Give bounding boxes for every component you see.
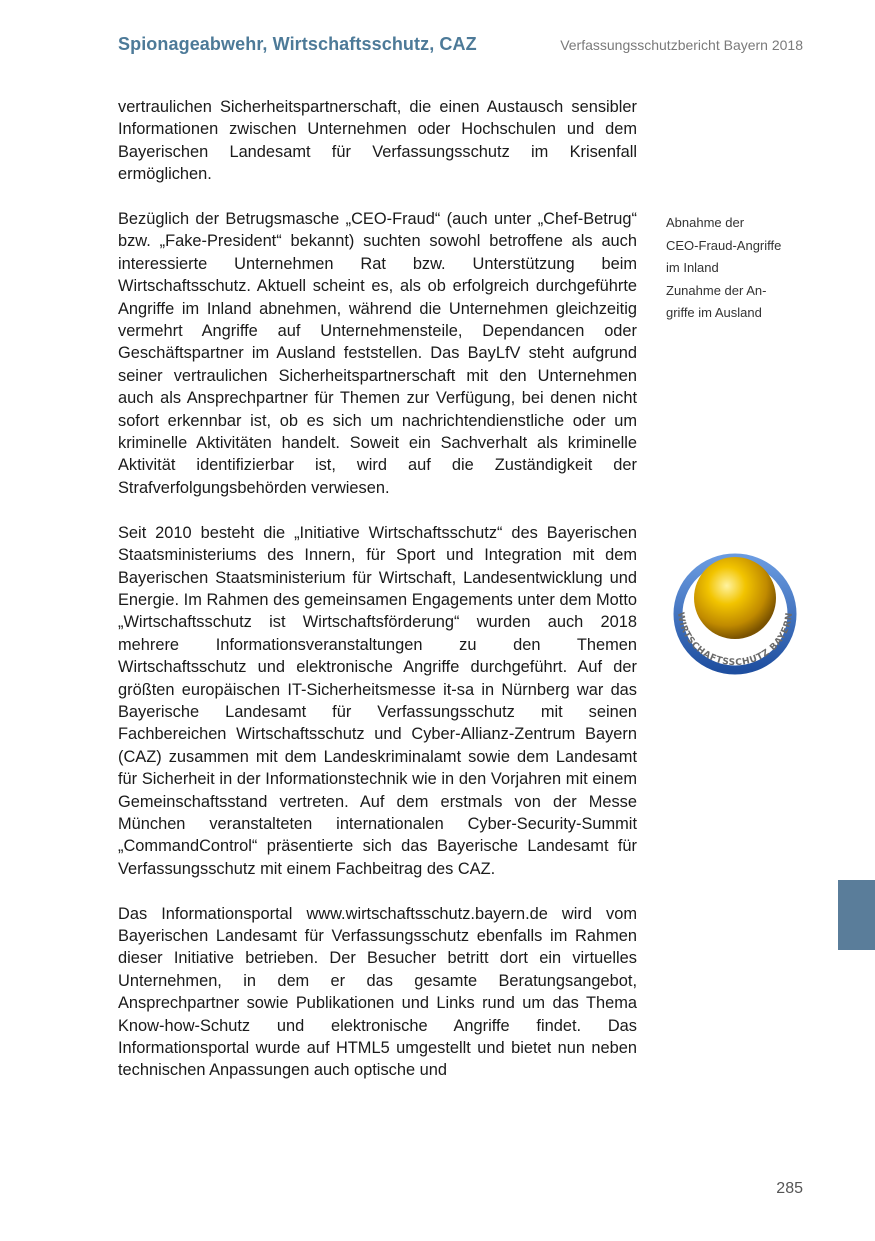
margin-note-line-2: CEO-Fraud-Angriffe [666, 237, 782, 253]
margin-note [666, 212, 806, 325]
page-number: 285 [776, 1180, 803, 1197]
report-title: Verfassungsschutzbericht Bayern 2018 [560, 37, 803, 53]
paragraph-2: Bezüglich der Betrugsmasche „CEO-Fraud“ (auch unter „Chef-Betrug“ bzw. „Fake-President“ bekannt) suchten sowohl betroffene als auch interessierte Unternehmen Rat bzw. Unterstützung beim Wirtschaftsschutz. Aktuell scheint es, als ob erfolgreich durchgeführte Angriffe im Inland abnehmen, während die Unternehmen gleichzeitig vermehrt Angriffe auf Unternehmensteile, Dependancen oder Geschäftspartner im Ausland feststellen. Das BayLfV steht aufgrund seiner vertraulichen Sicherheitspartnerschaft mit den Unternehmen auch als Ansprechpartner für Themen zur Verfügung, bei denen nicht sofort erkennbar ist, ob es sich um nachrichtendienstliche oder um kriminelle Aktivitäten handelt. Soweit ein Sachverhalt als kriminelle Aktivität identifizierbar ist, wird auf die Zuständigkeit der Strafverfolgungsbehörden verwiesen. [118, 210, 637, 497]
margin-note-line-5: griffe im Ausland [666, 305, 762, 320]
wirtschaftsschutz-logo [666, 548, 804, 676]
logo-text: WIRTSCHAFTSSCHUTZ BAYERN [674, 611, 796, 669]
chapter-tab-marker [838, 880, 875, 950]
paragraph-1: vertraulichen Sicherheitspartnerschaft, die einen Austausch sensibler Informationen zwischen Unternehmen oder Hochschulen und dem Bayerischen Landesamt für Verfassungsschutz im Krisenfall ermöglichen. [118, 98, 637, 184]
paragraph-4: Das Informationsportal www.wirtschaftsschutz.bayern.de wird vom Bayerischen Landesamt für Verfassungsschutz ebenfalls im Rahmen dieser Initiative betrieben. Der Besucher betritt dort ein virtuelles Unternehmen, in dem er das gesamte Beratungsangebot, Ansprechpartner sowie Publikationen und Links rund um das Thema Know-how-Schutz und elektronische Angriffe findet. Das Informationsportal wurde auf HTML5 umgestellt und bietet nun neben technischen Anpassungen auch optische und [118, 904, 637, 1080]
margin-note-line-1: Abnahme der [666, 215, 745, 230]
logo-graphic [666, 548, 804, 676]
logo-gold-sphere [694, 557, 776, 639]
margin-note-line-4: Zunahme der An- [666, 282, 767, 298]
section-title: Spionageabwehr, Wirtschaftsschutz, CAZ [118, 34, 477, 54]
paragraph-3: Seit 2010 besteht die „Initiative Wirtschaftsschutz“ des Bayerischen Staatsministeriums des Innern, für Sport und Integration mit dem Bayerischen Staatsministerium für Wirtschaft, Landesentwicklung und Energie. Im Rahmen des gemeinsamen Engagements unter dem Motto „Wirtschaftsschutz ist Wirtschaftsförderung“ wurden auch 2018 mehrere Informationsveranstaltungen zu den Themen Wirtschaftsschutz und elektronische Angriffe durchgeführt. Auf der größten europäischen IT-Sicherheitsmesse it-sa in Nürnberg war das Bayerische Landesamt für Verfassungsschutz mit seinen Fachbereichen Wirtschaftsschutz und Cyber-Allianz-Zentrum Bayern (CAZ) zusammen mit dem Landeskriminalamt sowie dem Landesamt für Sicherheit in der Informationstechnik wie in den Vorjahren mit einem Gemeinschaftsstand vertreten. Auf dem erstmals von der Messe München veranstalteten internationalen Cyber-Security-Summit „CommandControl“ präsentierte sich das Bayerische Landesamt für Verfassungsschutz mit einem Fachbeitrag des CAZ. [118, 523, 637, 878]
margin-note-line-3: im Inland [666, 260, 719, 275]
main-text-column [118, 96, 637, 1104]
